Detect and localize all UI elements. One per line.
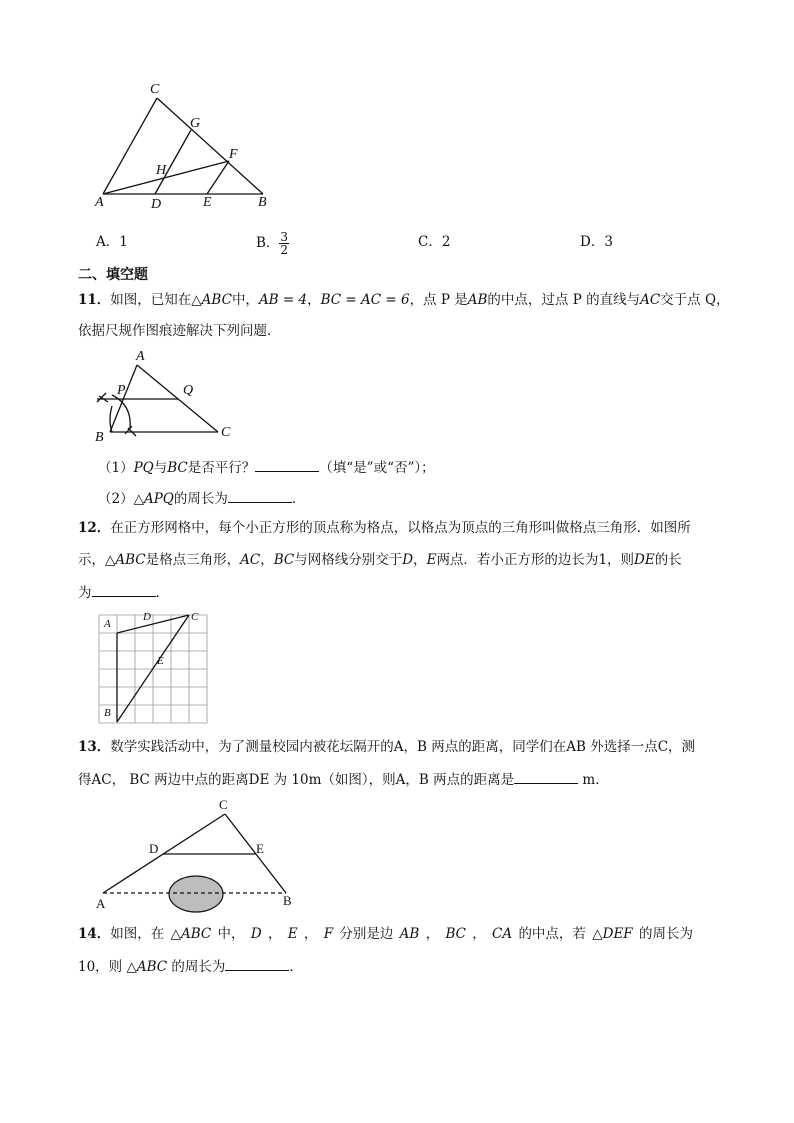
text: ． bbox=[289, 959, 303, 975]
text: 两点．若小正方形的边长为 bbox=[436, 552, 599, 568]
text: 是格点三角形， bbox=[145, 552, 241, 568]
math: F bbox=[323, 926, 334, 942]
text: 的中点，若 bbox=[518, 926, 586, 942]
label-d: D bbox=[143, 611, 151, 623]
math: BC bbox=[167, 460, 188, 476]
text: 的周长为 bbox=[638, 926, 693, 942]
label-c: C bbox=[221, 425, 231, 440]
choice-letter: B． bbox=[256, 235, 280, 251]
label-e: E bbox=[256, 841, 264, 856]
math: AB = 4 bbox=[258, 292, 308, 308]
label-g: G bbox=[190, 116, 201, 131]
text: 的周长为 bbox=[173, 491, 228, 507]
math: DE bbox=[634, 552, 655, 568]
text: 在正方形网格中，每个小正方形的顶点称为格点，以格点为顶点的三角形叫做格点三角形．如图所 bbox=[110, 520, 691, 536]
choice-letter: A． bbox=[96, 234, 120, 250]
choice-value: 3 bbox=[604, 234, 613, 250]
text: 如图，已知在 bbox=[110, 292, 192, 308]
label-b: B bbox=[258, 195, 267, 210]
math: △ABC bbox=[126, 959, 168, 975]
label-h: H bbox=[156, 163, 167, 178]
math: AC bbox=[640, 292, 661, 308]
text: 分别是边 bbox=[339, 926, 394, 942]
answer-blank[interactable] bbox=[225, 956, 289, 971]
math: D bbox=[250, 926, 262, 942]
text: 中， bbox=[231, 292, 259, 308]
text: （1） bbox=[98, 460, 134, 476]
fraction-denominator: 2 bbox=[280, 243, 289, 257]
label-p: P bbox=[117, 383, 126, 398]
label-a: A bbox=[96, 896, 106, 911]
choice-value: 1 bbox=[119, 234, 128, 250]
math: E bbox=[287, 926, 298, 942]
label-e: E bbox=[157, 655, 164, 667]
label-e: E bbox=[203, 195, 212, 210]
question-number: 13． bbox=[78, 739, 111, 755]
question-number: 12． bbox=[78, 520, 111, 536]
math: CA bbox=[492, 926, 513, 942]
text: 的长 bbox=[654, 552, 682, 568]
text: 10，则 bbox=[78, 959, 123, 975]
label-d: D bbox=[149, 841, 159, 856]
text: ． bbox=[155, 585, 169, 601]
math: BC = AC = 6 bbox=[320, 292, 410, 308]
fraction-numerator: 3 bbox=[280, 230, 289, 244]
text: 交于点 Q， bbox=[660, 292, 730, 308]
label-f: F bbox=[229, 147, 238, 162]
text: （2） bbox=[98, 491, 134, 507]
label-c: C bbox=[219, 797, 228, 812]
text: 的中点，过点 P 的直线与 bbox=[487, 292, 641, 308]
text: 是否平行？ bbox=[187, 460, 256, 476]
text: 得AC， BC 两边中点的距离DE 为 10m（如图），则A，B 两点的距离是 bbox=[78, 772, 515, 788]
text: 示， bbox=[78, 552, 105, 568]
text: 的周长为 bbox=[171, 959, 226, 975]
math: BC bbox=[445, 926, 466, 942]
math: PQ bbox=[133, 460, 154, 476]
label-b: B bbox=[104, 707, 111, 719]
choice-letter: D． bbox=[580, 234, 605, 250]
text: ． bbox=[291, 491, 306, 507]
choice-value: 2 bbox=[441, 234, 451, 250]
text: ， bbox=[413, 552, 427, 568]
math: △ABC bbox=[191, 292, 232, 308]
math: △ABC bbox=[170, 926, 212, 942]
text: 与网格线分别交于 bbox=[294, 552, 403, 568]
text: m． bbox=[578, 772, 609, 788]
text: ， bbox=[303, 926, 318, 942]
text: ，则 bbox=[607, 552, 635, 568]
section-title: 二、填空题 bbox=[78, 267, 148, 283]
text: 数学实践活动中，为了测量校园内被花坛隔开的A，B 两点的距离，同学们在AB 外选择一点C，测 bbox=[110, 739, 696, 755]
q14-line-2 bbox=[78, 956, 303, 976]
question-number: 14． bbox=[78, 926, 111, 942]
text: 为 bbox=[78, 585, 92, 601]
text: 与 bbox=[153, 460, 168, 476]
text: （填“是”或“否”）； bbox=[319, 460, 435, 476]
label-c: C bbox=[191, 611, 199, 623]
label-a: A bbox=[136, 349, 145, 364]
math: BC bbox=[273, 552, 295, 568]
text: ，点 P 是 bbox=[409, 292, 468, 308]
math: AC bbox=[240, 552, 261, 568]
question-number: 11． bbox=[78, 292, 111, 308]
q14-line-1: 14．如图，在 △ABC 中， D ， E ， F 分别是边 AB ， BC ， CA 的中点，若 △DEF 的周长为 bbox=[78, 926, 693, 942]
label-a: A bbox=[95, 195, 104, 210]
text: ， bbox=[267, 926, 282, 942]
label-c: C bbox=[150, 82, 160, 97]
label-q: Q bbox=[183, 383, 194, 398]
text: 中， bbox=[217, 926, 245, 942]
text: ， bbox=[260, 552, 274, 568]
text: 如图，在 bbox=[110, 926, 165, 942]
label-b: B bbox=[283, 893, 292, 908]
math: AB bbox=[399, 926, 420, 942]
label-b: B bbox=[95, 430, 104, 445]
label-d: D bbox=[151, 197, 162, 212]
flowerbed bbox=[169, 876, 223, 912]
math: △APQ bbox=[133, 491, 174, 507]
math: 1 bbox=[598, 552, 608, 568]
math: AB bbox=[467, 292, 488, 308]
text: ， bbox=[307, 292, 321, 308]
math: △DEF bbox=[592, 926, 633, 942]
math: D bbox=[402, 552, 414, 568]
q11-line-2: 依据尺规作图痕迹解决下列问题． bbox=[78, 323, 281, 339]
label-a: A bbox=[104, 618, 111, 630]
math: △ABC bbox=[105, 552, 146, 568]
math: E bbox=[426, 552, 437, 568]
choice-letter: C． bbox=[418, 234, 442, 250]
